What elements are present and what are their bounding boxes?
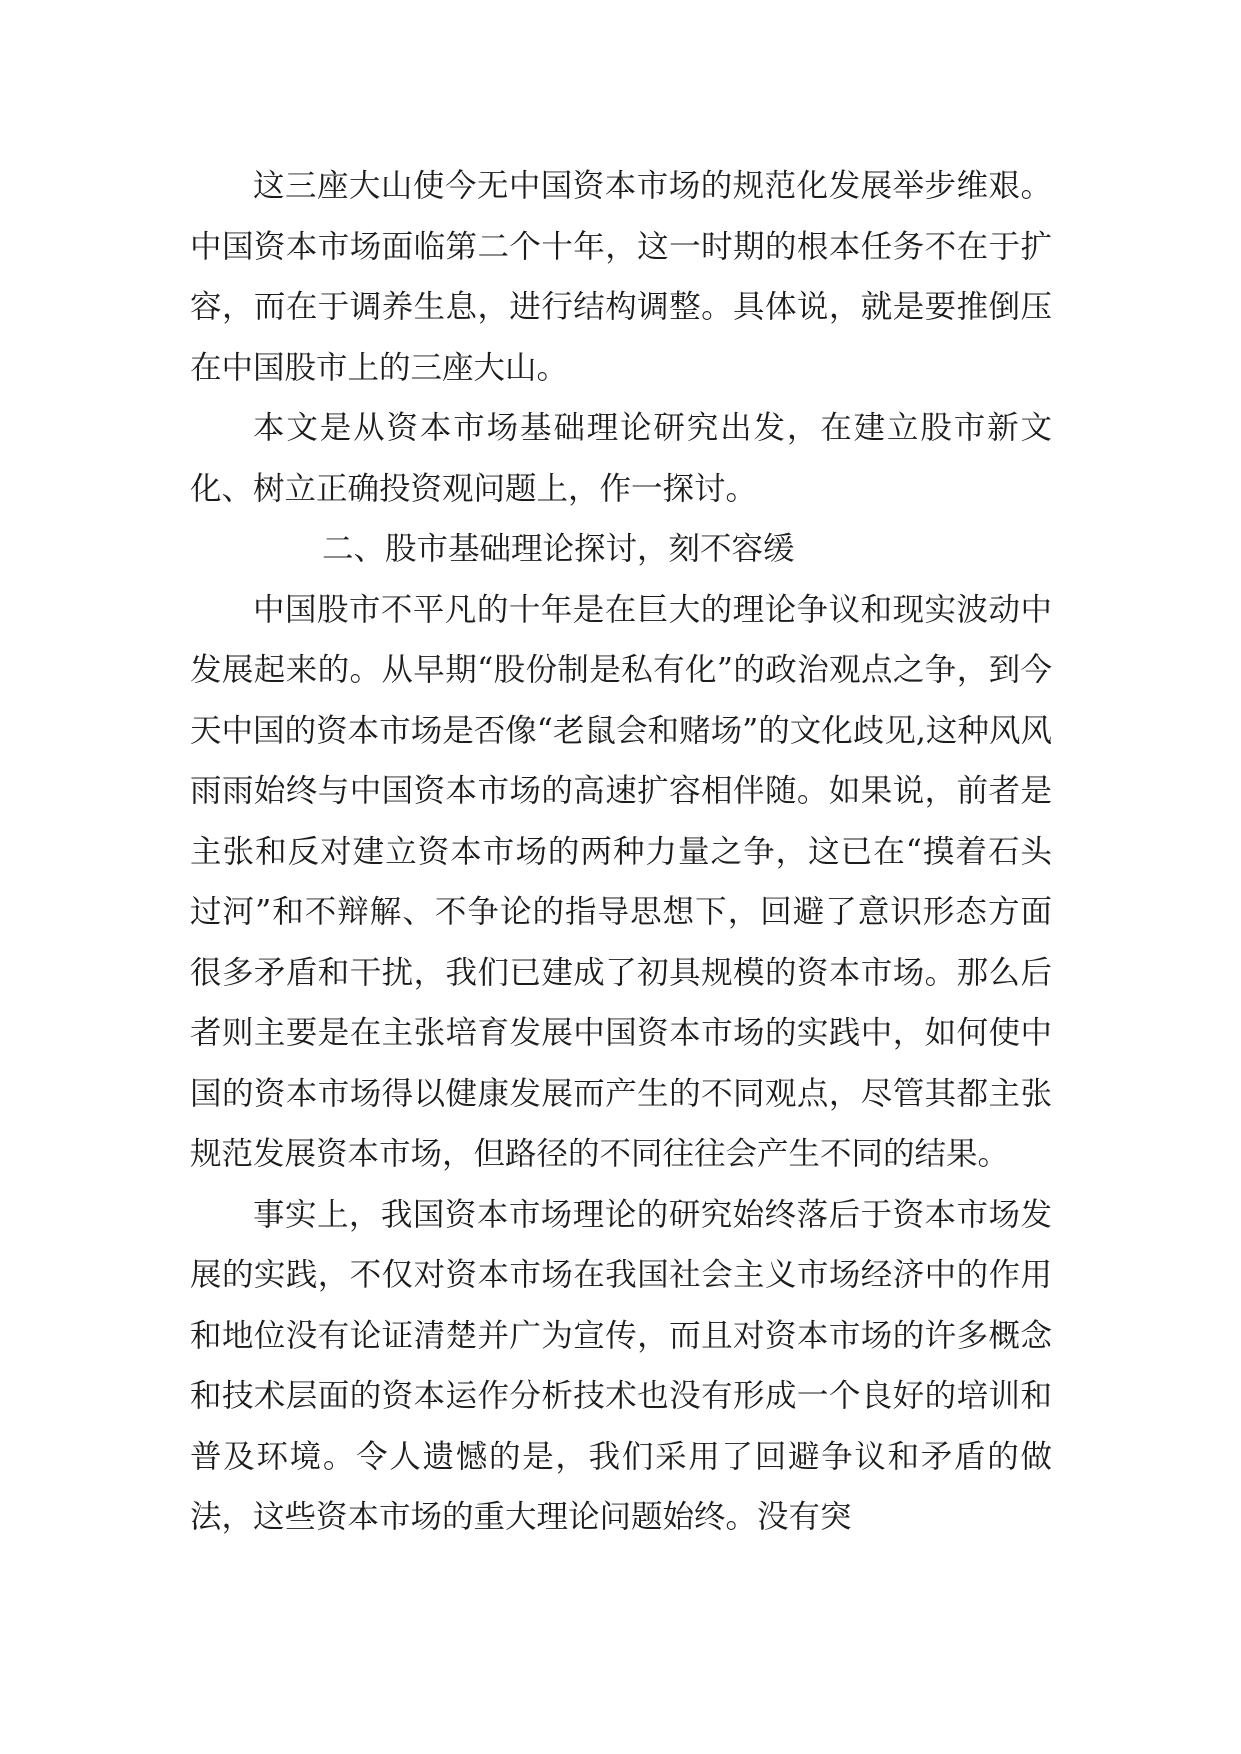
section-heading: 二、股市基础理论探讨，刻不容缓: [322, 531, 795, 567]
body-text: [190, 156, 1052, 1548]
paragraph-theory-lag: 事实上，我国资本市场理论的研究始终落后于资本市场发展的实践，不仅对资本市场在我国社会主义市场经济中的作用和地位没有论证清楚并广为宣传，而且对资本市场的许多概念和技术层面的资本运作分析技术也没有形成一个良好的培训和普及环境。令人遗憾的是，我们采用了回避争议和矛盾的做法，这些资本市场的重大理论问题始终。没有突: [190, 1196, 1052, 1535]
paragraph-three-mountains: 这三座大山使今无中国资本市场的规范化发展举步维艰。中国资本市场面临第二个十年，这一时期的根本任务不在于扩容，而在于调养生息，进行结构调整。具体说，就是要推倒压在中国股市上的三座大山。: [190, 168, 1052, 386]
paragraph-ten-years: 中国股市不平凡的十年是在巨大的理论争议和现实波动中发展起来的。从早期“股份制是私有化”的政治观点之争，到今天中国的资本市场是否像“老鼠会和赌场”的文化歧见,这种风风雨雨始终与中国资本市场的高速扩容相伴随。如果说，前者是主张和反对建立资本市场的两种力量之争，这已在“摸着石头过河”和不辩解、不争论的指导思想下，回避了意识形态方面很多矛盾和干扰，我们已建成了初具规模的资本市场。那么后者则主要是在主张培育发展中国资本市场的实践中，如何使中国的资本市场得以健康发展而产生的不同观点，尽管其都主张规范发展资本市场，但路径的不同往往会产生不同的结果。: [190, 591, 1052, 1172]
paragraph-purpose: 本文是从资本市场基础理论研究出发，在建立股市新文化、树立正确投资观问题上，作一探讨。: [190, 410, 1052, 507]
